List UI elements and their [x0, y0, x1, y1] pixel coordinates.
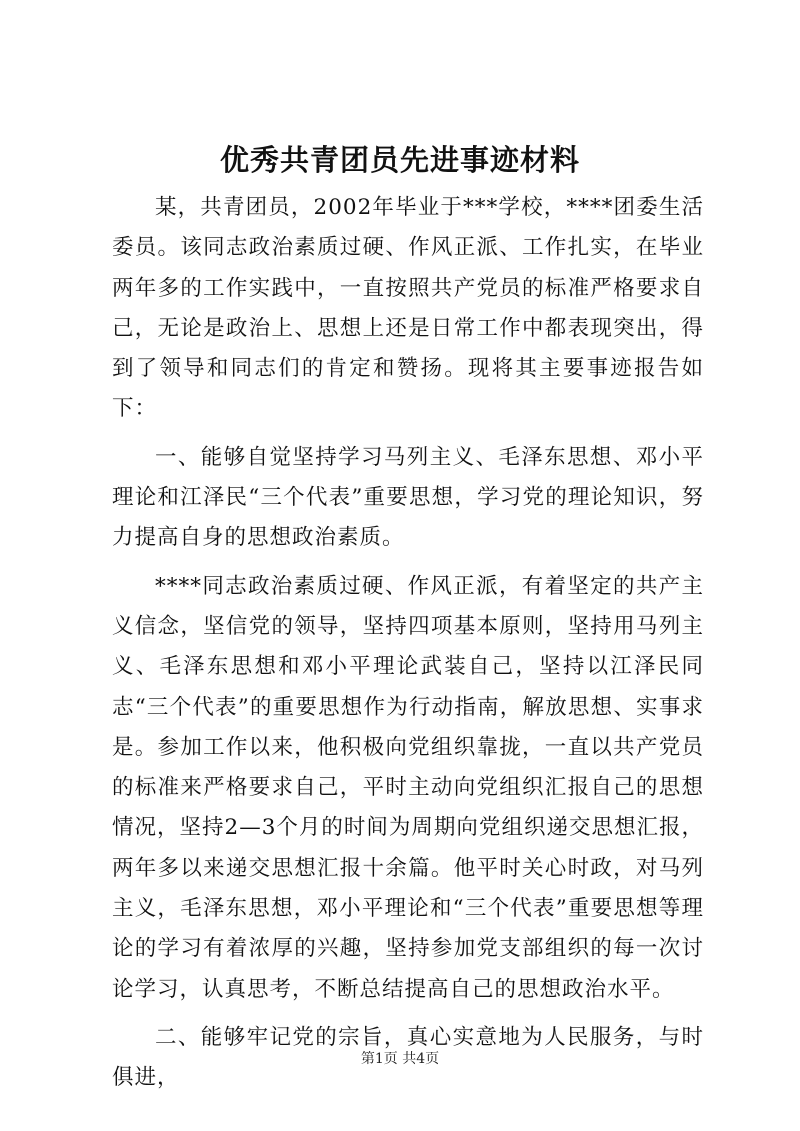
paragraph-section-one-body: ****同志政治素质过硬、作风正派，有着坚定的共产主义信念，坚信党的领导，坚持四项基本原则，坚持用马列主义、毛泽东思想和邓小平理论武装自己，坚持以江泽民同志“三个代表”的重要思想作为行动指南，解放思想、实事求是。参加工作以来，他积极向党组织靠拢，一直以共产党员的标准来严格要求自己，平时主动向党组织汇报自己的思想情况，坚持2—3个月的时间为周期向党组织递交思想汇报，两年多以来递交思想汇报十余篇。他平时关心时政，对马列主义，毛泽东思想，邓小平理论和“三个代表”重要思想等理论的学习有着浓厚的兴趣，坚持参加党支部组织的每一次讨论学习，认真思考，不断总结提高自己的思想政治水平。 [112, 573, 704, 1002]
document-body [112, 188, 704, 1107]
paragraph-section-two-heading: 二、能够牢记党的宗旨，真心实意地为人民服务，与时俱进， [112, 1024, 704, 1091]
paragraph-intro: 某，共青团员，2002年毕业于***学校，****团委生活委员。该同志政治素质过硬、作风正派、工作扎实，在毕业两年多的工作实践中，一直按照共产党员的标准严格要求自己，无论是政治上、思想上还是日常工作中都表现突出，得到了领导和同志们的肯定和赞扬。现将其主要事迹报告如下： [112, 195, 704, 422]
paragraph-section-one-heading: 一、能够自觉坚持学习马列主义、毛泽东思想、邓小平理论和江泽民“三个代表”重要思想，学习党的理论知识，努力提高自身的思想政治素质。 [112, 444, 704, 551]
page-number-footer: 第1页 共4页 [360, 1051, 440, 1067]
document-title: 优秀共青团员先进事迹材料 [219, 143, 580, 177]
